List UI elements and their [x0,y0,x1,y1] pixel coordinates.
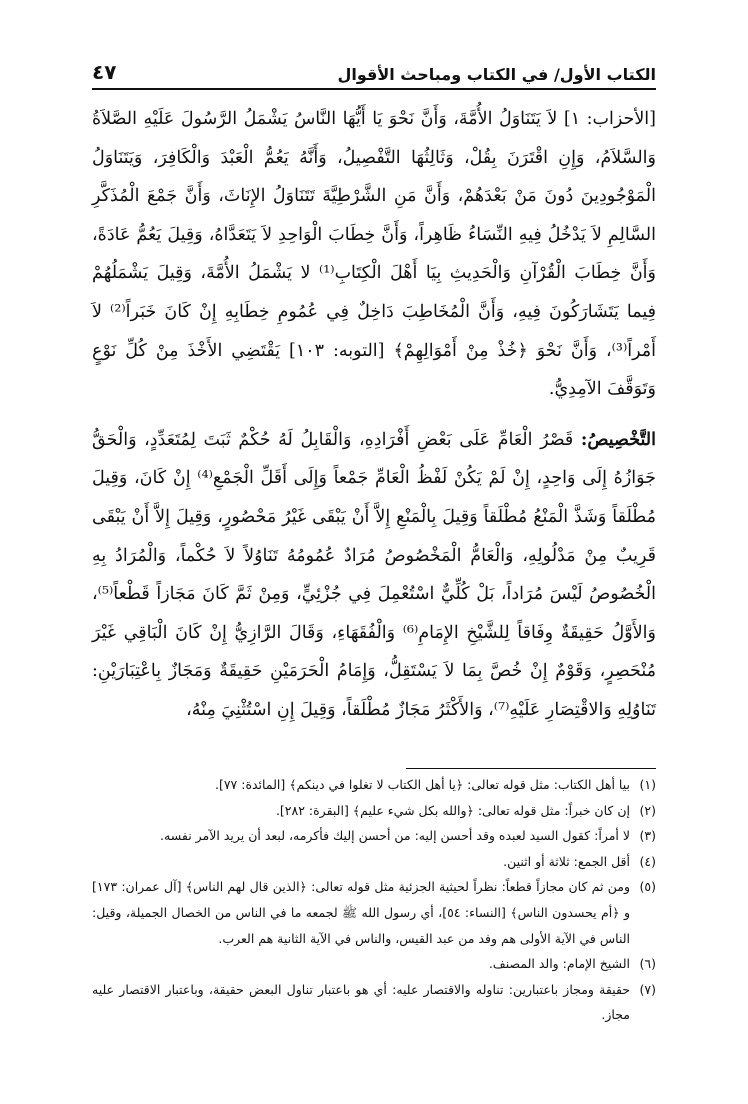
footnote-5 [92,874,656,951]
footnote-number: (٣) [639,828,656,844]
footnote-2 [92,798,656,824]
main-text [92,100,656,730]
footnote-number: (٧) [639,981,656,997]
footnote-7 [92,977,656,1028]
page-number: ٤٧ [92,60,117,84]
page-header [92,52,656,84]
paragraph-2-text: قَصْرُ الْعَامِّ عَلَى بَعْضِ أَفْرَادِهِ، وَالْقَابِلُ لَهُ حُكْمٌ ثَبَتَ لِمُتَعَدِّدٍ، وَالْحَقُّ جَوَازُهُ إِلَى وَاحِدٍ، إِنْ لَمْ يَكُنْ لَفْظُ الْعَامِّ جَمْعاً وَإِلَى أَقَلِّ الْجَمْعِ⁽⁴⁾ إِنْ كَانَ، وَقِيلَ مُطْلَقاً وَشَذَّ الْمَنْعُ مُطْلَقاً وَقِيلَ بِالْمَنْعِ إِلاَّ أَنْ يَبْقَى غَيْرُ مَحْصُورٍ، وَقِيلَ إِلاَّ أَنْ يَبْقَى قَرِيبٌ مِنْ مَدْلُولِهِ، وَالْعَامُّ الْمَخْصُوصُ مُرَادٌ عُمُومُهُ تَنَاوُلاً لاَ حُكْماً، وَالْمُرَادُ بِهِ الْخُصُوصُ لَيْسَ مُرَاداً، بَلْ كُلِّيٌّ اسْتُعْمِلَ فِي جُزْئِيٍّ، وَمِنْ ثَمَّ كَانَ مَجَازاً قَطْعاً⁽⁵⁾، وَالأَوَّلُ حَقِيقَةٌ وِفَاقاً لِلشَّيْخِ الإِمَامِ⁽⁶⁾ وَالْفُقَهَاءِ، وَقَالَ الرَّازِيُّ إِنْ كَانَ الْبَاقِي غَيْرَ مُنْحَصِرٍ، وَقَوْمٌ إِنْ خُصَّ بِمَا لاَ يَسْتَقِلُّ، وَإِمَامُ الْحَرَمَيْنِ حَقِيقَةٌ وَمَجَازٌ بِاعْتِبَارَيْنِ: تَنَاوُلِهِ وَالاقْتِصَارِ عَلَيْهِ⁽⁷⁾، وَالأَكْثَرُ مَجَازٌ مُطْلَقاً، وَقِيلَ إِنِ اسْتُثْنِيَ مِنْهُ، [92,429,656,720]
footnote-divider [406,768,656,769]
footnote-number: (٦) [639,956,656,972]
footnote-6 [92,951,656,977]
term-takhsees: التَّخْصِيصُ: [580,429,656,450]
footnotes [92,772,656,1028]
paragraph-2 [92,421,656,730]
footnote-text: حقيقة ومجاز باعتبارين: تناوله والاقتصار عليه: أي هو باعتبار تناول البعض حقيقة، وباعتبار الاقتصار عليه مجاز. [92,981,630,1023]
footnote-text: إن كان خبراً: مثل قوله تعالى: ﴿والله بكل شيء عليم﴾ [البقرة: ٢٨٢]. [275,802,630,818]
footnote-1 [92,772,656,798]
footnote-3 [92,823,656,849]
footnote-number: (١) [639,777,656,792]
footnote-text: لا أمراً: كقول السيد لعبده وقد أحسن إليه: من أحسن إليك فأكرمه، لبعد أن يريد الآمر نفسه. [160,828,630,844]
paragraph-1: [الأحزاب: ١] لاَ يَتَنَاوَلُ الأُمَّةَ، وَأَنَّ نَحْوَ يَا أَيُّهَا النَّاسُ يَشْمَلُ الرَّسُولَ عَلَيْهِ الصَّلاَةُ وَالسَّلاَمُ، وَإِنِ اقْتَرَنَ بِقُلْ، وَثَالِثُهَا التَّفْصِيلُ، وَأَنَّهُ يَعُمُّ الْعَبْدَ وَالْكَافِرَ، وَيَتَنَاوَلُ الْمَوْجُودِينَ دُونَ مَنْ بَعْدَهُمْ، وَأَنَّ مَنِ الشَّرْطِيَّةَ تَتَنَاوَلُ الإِنَاثَ، وَأَنَّ جَمْعَ الْمُذَكَّرِ السَّالِمِ لاَ يَدْخُلُ فِيهِ النِّسَاءُ ظَاهِراً، وَأَنَّ خِطَابَ الْوَاحِدِ لاَ يَتَعَدَّاهُ، وَقِيلَ يَعُمُّ عَادَةً، وَأَنَّ خِطَابَ الْقُرْآنِ وَالْحَدِيثِ بِيَا أَهْلَ الْكِتَابِ⁽¹⁾ لا يَشْمَلُ الأُمَّةَ، وَقِيلَ يَشْمَلُهُمْ فِيما يَتَشَارَكُونَ فِيهِ، وَأَنَّ الْمُخَاطِبَ دَاخِلٌ فِي عُمُومِ خِطَابِهِ إِنْ كَانَ خَبَراً⁽²⁾ لاَ أَمْراً⁽³⁾، وَأَنَّ نَحْوَ ﴿خُذْ مِنْ أَمْوَالِهِمْ﴾ [التوبه: ١٠٣] يَقْتَضِي الأَخْذَ مِنْ كُلِّ نَوْعٍ وَتَوَقَّفَ الآمِدِيُّ. [92,109,656,400]
footnote-number: (٥) [639,879,656,895]
footnote-text: ومن ثم كان مجازاً قطعاً: نظراً لحيثية الجزئية مثل قوله تعالى: ﴿الذين قال لهم الناس﴾ [آل عمران: ١٧٣] و ﴿أم يحسدون الناس﴾ [النساء: ٥٤]، أي رسول الله ﷺ لجمعه ما في الناس من الخصال الجميلة، وقيل: الناس في الآية الأولى هم وفد من عبد القيس، والناس في الآية الثانية هم العرب. [92,879,631,946]
running-title: الكتاب الأول/ في الكتاب ومباحث الأقوال [337,65,656,84]
footnote-text: أقل الجمع: ثلاثة أو اثنين. [503,853,630,869]
footnote-number: (٢) [639,802,656,818]
footnote-text: الشيخ الإمام: والد المصنف. [488,956,630,972]
header-divider [92,88,656,90]
footnote-number: (٤) [639,853,656,869]
footnote-text: بيا أهل الكتاب: مثل قوله تعالى: ﴿يا أهل الكتاب لا تغلوا في دينكم﴾ [المائدة: ٧٧]. [214,777,630,792]
footnote-4 [92,849,656,875]
